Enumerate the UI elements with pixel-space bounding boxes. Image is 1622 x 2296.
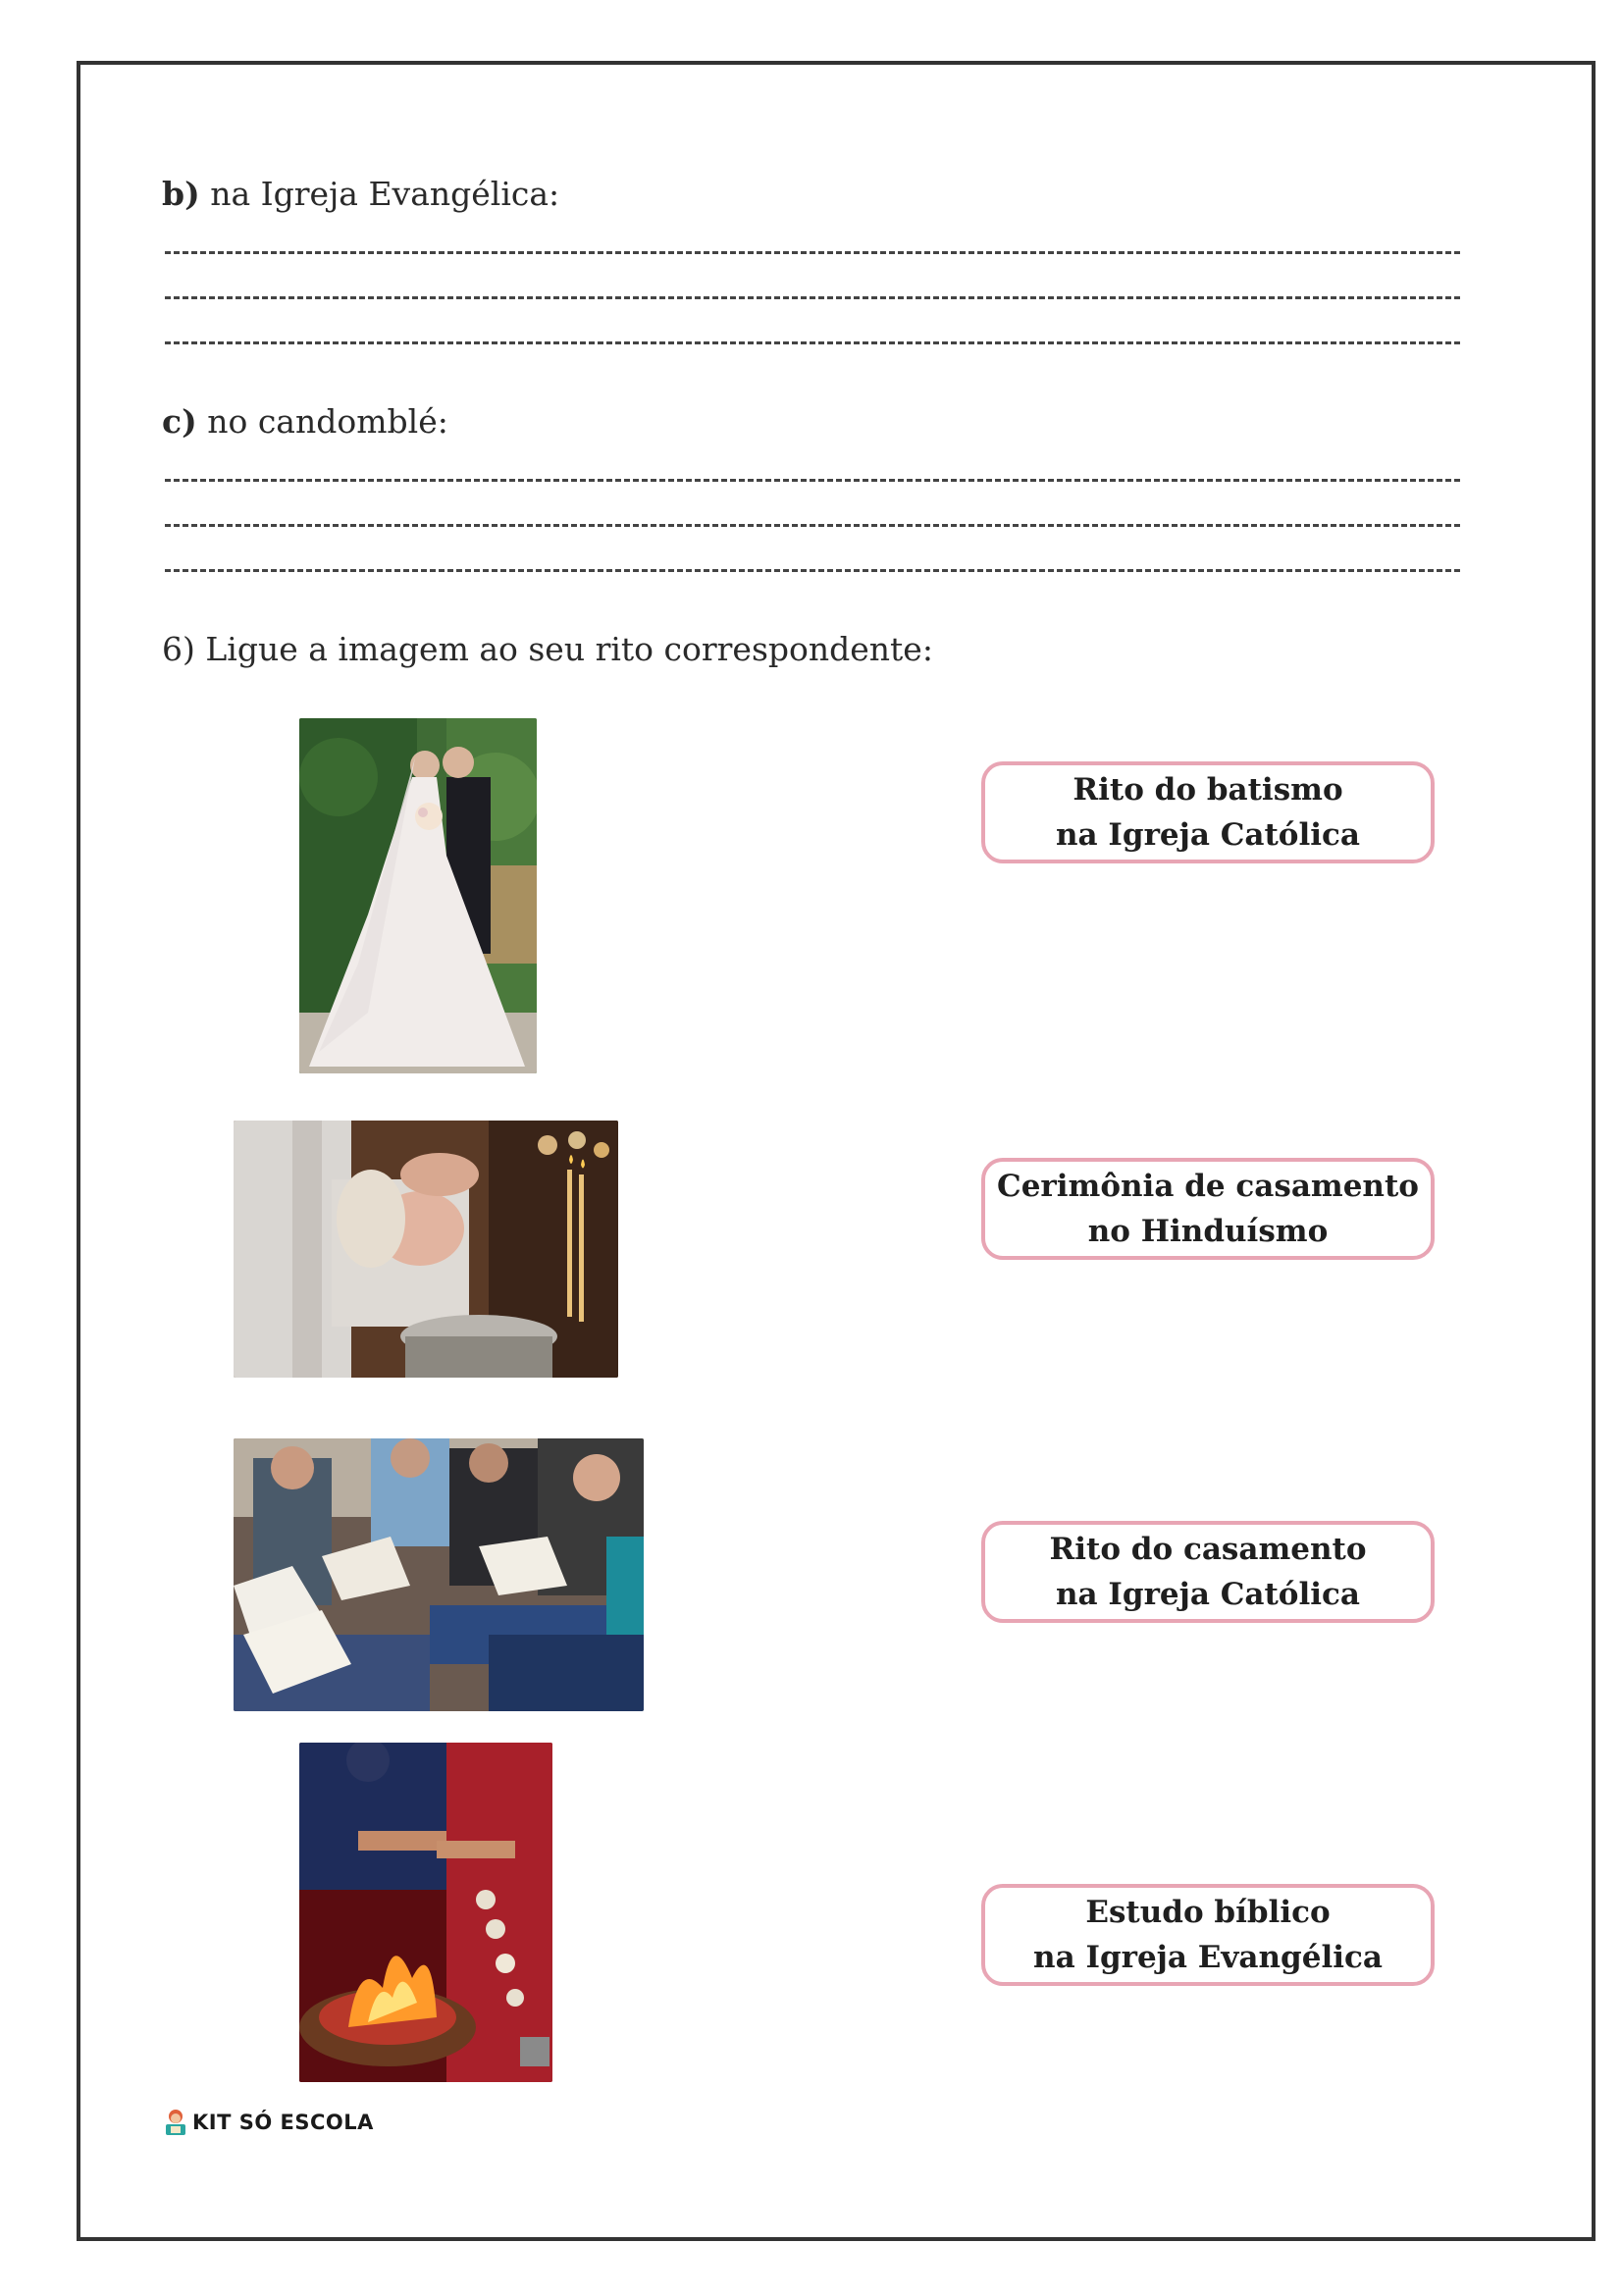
wedding-couple-photo[interactable] [299, 718, 537, 1073]
answer-line-c-3[interactable] [165, 569, 1460, 572]
question-c-label [162, 402, 448, 441]
rite-box-line2: na Igreja Católica [1055, 817, 1360, 853]
baptism-photo[interactable] [234, 1121, 618, 1378]
answer-line-b-1[interactable] [165, 251, 1460, 254]
student-reading-icon [163, 2108, 188, 2137]
rite-box-line2: na Igreja Evangélica [1033, 1940, 1383, 1975]
rite-box-casamento-catolica[interactable] [981, 1521, 1435, 1623]
rite-box-line1: Estudo bíblico [1085, 1895, 1331, 1930]
rite-box-batismo-catolica[interactable] [981, 761, 1435, 863]
rite-box-line2: no Hinduísmo [1087, 1214, 1329, 1249]
rite-box-line1: Cerimônia de casamento [997, 1169, 1419, 1204]
rite-box-estudo-biblico[interactable] [981, 1884, 1435, 1986]
kit-so-escola-logo [163, 2108, 374, 2137]
rite-box-line1: Rito do casamento [1049, 1532, 1367, 1567]
hindu-fire-ceremony-photo[interactable] [299, 1743, 552, 2082]
rite-box-casamento-hinduismo[interactable] [981, 1158, 1435, 1260]
question-c-letter: c) [162, 402, 197, 441]
answer-line-c-2[interactable] [165, 524, 1460, 527]
question-b-text: na Igreja Evangélica: [199, 175, 560, 213]
bible-study-photo[interactable] [234, 1438, 644, 1711]
answer-line-c-1[interactable] [165, 479, 1460, 482]
logo-text: KIT SÓ ESCOLA [192, 2111, 374, 2134]
rite-box-line1: Rito do batismo [1073, 772, 1343, 808]
question-b-label [162, 175, 559, 213]
answer-line-b-2[interactable] [165, 296, 1460, 299]
question-b-letter: b) [162, 175, 200, 213]
question-c-text: no candomblé: [196, 402, 448, 441]
answer-line-b-3[interactable] [165, 341, 1460, 344]
rite-box-line2: na Igreja Católica [1055, 1577, 1360, 1612]
question-6-label: 6) Ligue a imagem ao seu rito correspondente: [162, 630, 933, 668]
